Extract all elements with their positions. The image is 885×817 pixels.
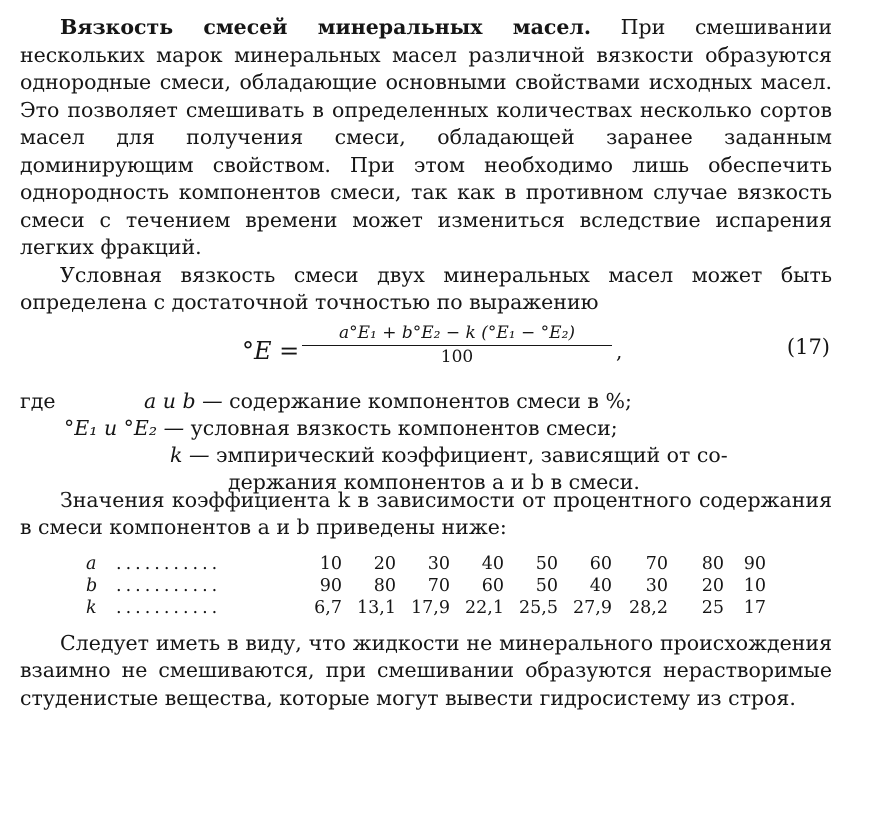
table-cell: 30 <box>645 575 668 596</box>
table-cell: 22,1 <box>465 597 504 618</box>
paragraph-heading: Вязкость смесей минеральных масел. <box>60 15 591 39</box>
table-cell: 20 <box>701 575 724 596</box>
formula-lhs: °E = <box>242 336 300 365</box>
row-leader-dots: ........... <box>116 553 222 574</box>
formula-comma: , <box>616 338 623 363</box>
table-cell: 90 <box>743 553 766 574</box>
row-leader-dots: ........... <box>116 597 222 618</box>
paragraph-non-mineral-fluids: Следует иметь в виду, что жидкости не минерального происхождения взаимно не смешиваются, при смешивании образуются нерастворимые студенистые вещества, которые могут вывести гидросистему из строя. <box>20 630 832 710</box>
definition-text: эмпирический коэффициент, зависящий от со- <box>215 442 728 467</box>
table-row <box>20 576 832 598</box>
definition-row <box>144 389 632 413</box>
definition-symbol: a и b — <box>144 388 223 413</box>
paragraph-coefficient-values: Значения коэффициента k в зависимости от процентного содержания в смеси компонентов a и b приведены ниже: <box>20 487 832 539</box>
row-label: b <box>86 575 98 596</box>
paragraph-conditional-viscosity: Условная вязкость смеси двух минеральных масел может быть определена с достаточной точностью по выражению <box>20 262 832 314</box>
definition-text: условная вязкость компонентов смеси; <box>190 415 618 440</box>
table-cell: 40 <box>589 575 612 596</box>
table-cell: 25,5 <box>519 597 558 618</box>
table-cell: 60 <box>589 553 612 574</box>
equation-number: (17) <box>786 334 830 359</box>
table-row <box>20 598 832 620</box>
table-cell: 40 <box>481 553 504 574</box>
formula-denominator: 100 <box>440 346 474 367</box>
table-cell: 70 <box>645 553 668 574</box>
table-cell: 30 <box>427 553 450 574</box>
table-cell: 50 <box>535 575 558 596</box>
table-cell: 6,7 <box>314 597 342 618</box>
definition-text: держания компонентов a и b в смеси. <box>228 469 640 494</box>
table-cell: 10 <box>743 575 766 596</box>
paragraph-body: При смешивании нескольких марок минеральных масел различной вязкости образуются однородные смеси, обладающие основными свойствами исходных масел. Это позволяет смешивать в определенных количествах несколько сортов масел для получения смеси, обладающей заранее заданным доминирующим свойством. При этом необходимо лишь обеспечить однородность компонентов смеси, так как в противном случае вязкость смеси с течением времени может измениться вследствие испарения легких фракций. <box>20 15 832 259</box>
table-cell: 10 <box>319 553 342 574</box>
table-cell: 70 <box>427 575 450 596</box>
table-cell: 17,9 <box>411 597 450 618</box>
table-cell: 17 <box>743 597 766 618</box>
table-cell: 28,2 <box>629 597 668 618</box>
table-cell: 90 <box>319 575 342 596</box>
paragraph-viscosity-mixtures <box>20 14 832 262</box>
table-cell: 80 <box>701 553 724 574</box>
page <box>20 14 832 712</box>
formula-fraction <box>302 323 612 367</box>
coefficient-table <box>20 554 832 620</box>
definition-row <box>228 470 640 494</box>
row-label: k <box>86 597 97 618</box>
formula-numerator: a°E₁ + b°E₂ − k (°E₁ − °E₂) <box>302 323 612 346</box>
table-cell: 27,9 <box>573 597 612 618</box>
table-row <box>20 554 832 576</box>
table-cell: 80 <box>373 575 396 596</box>
table-cell: 13,1 <box>357 597 396 618</box>
definition-text: содержание компонентов смеси в %; <box>229 388 632 413</box>
definitions <box>20 388 832 494</box>
table-cell: 60 <box>481 575 504 596</box>
where-label: где <box>20 388 56 413</box>
definition-symbol: k — <box>170 442 210 467</box>
definition-row <box>170 443 728 467</box>
table-cell: 50 <box>535 553 558 574</box>
definition-symbol: °E₁ и °E₂ — <box>64 415 185 440</box>
table-cell: 25 <box>701 597 724 618</box>
table-cell: 20 <box>373 553 396 574</box>
formula-17 <box>20 319 832 389</box>
row-leader-dots: ........... <box>116 575 222 596</box>
row-label: a <box>86 553 97 574</box>
definition-row <box>64 416 618 440</box>
